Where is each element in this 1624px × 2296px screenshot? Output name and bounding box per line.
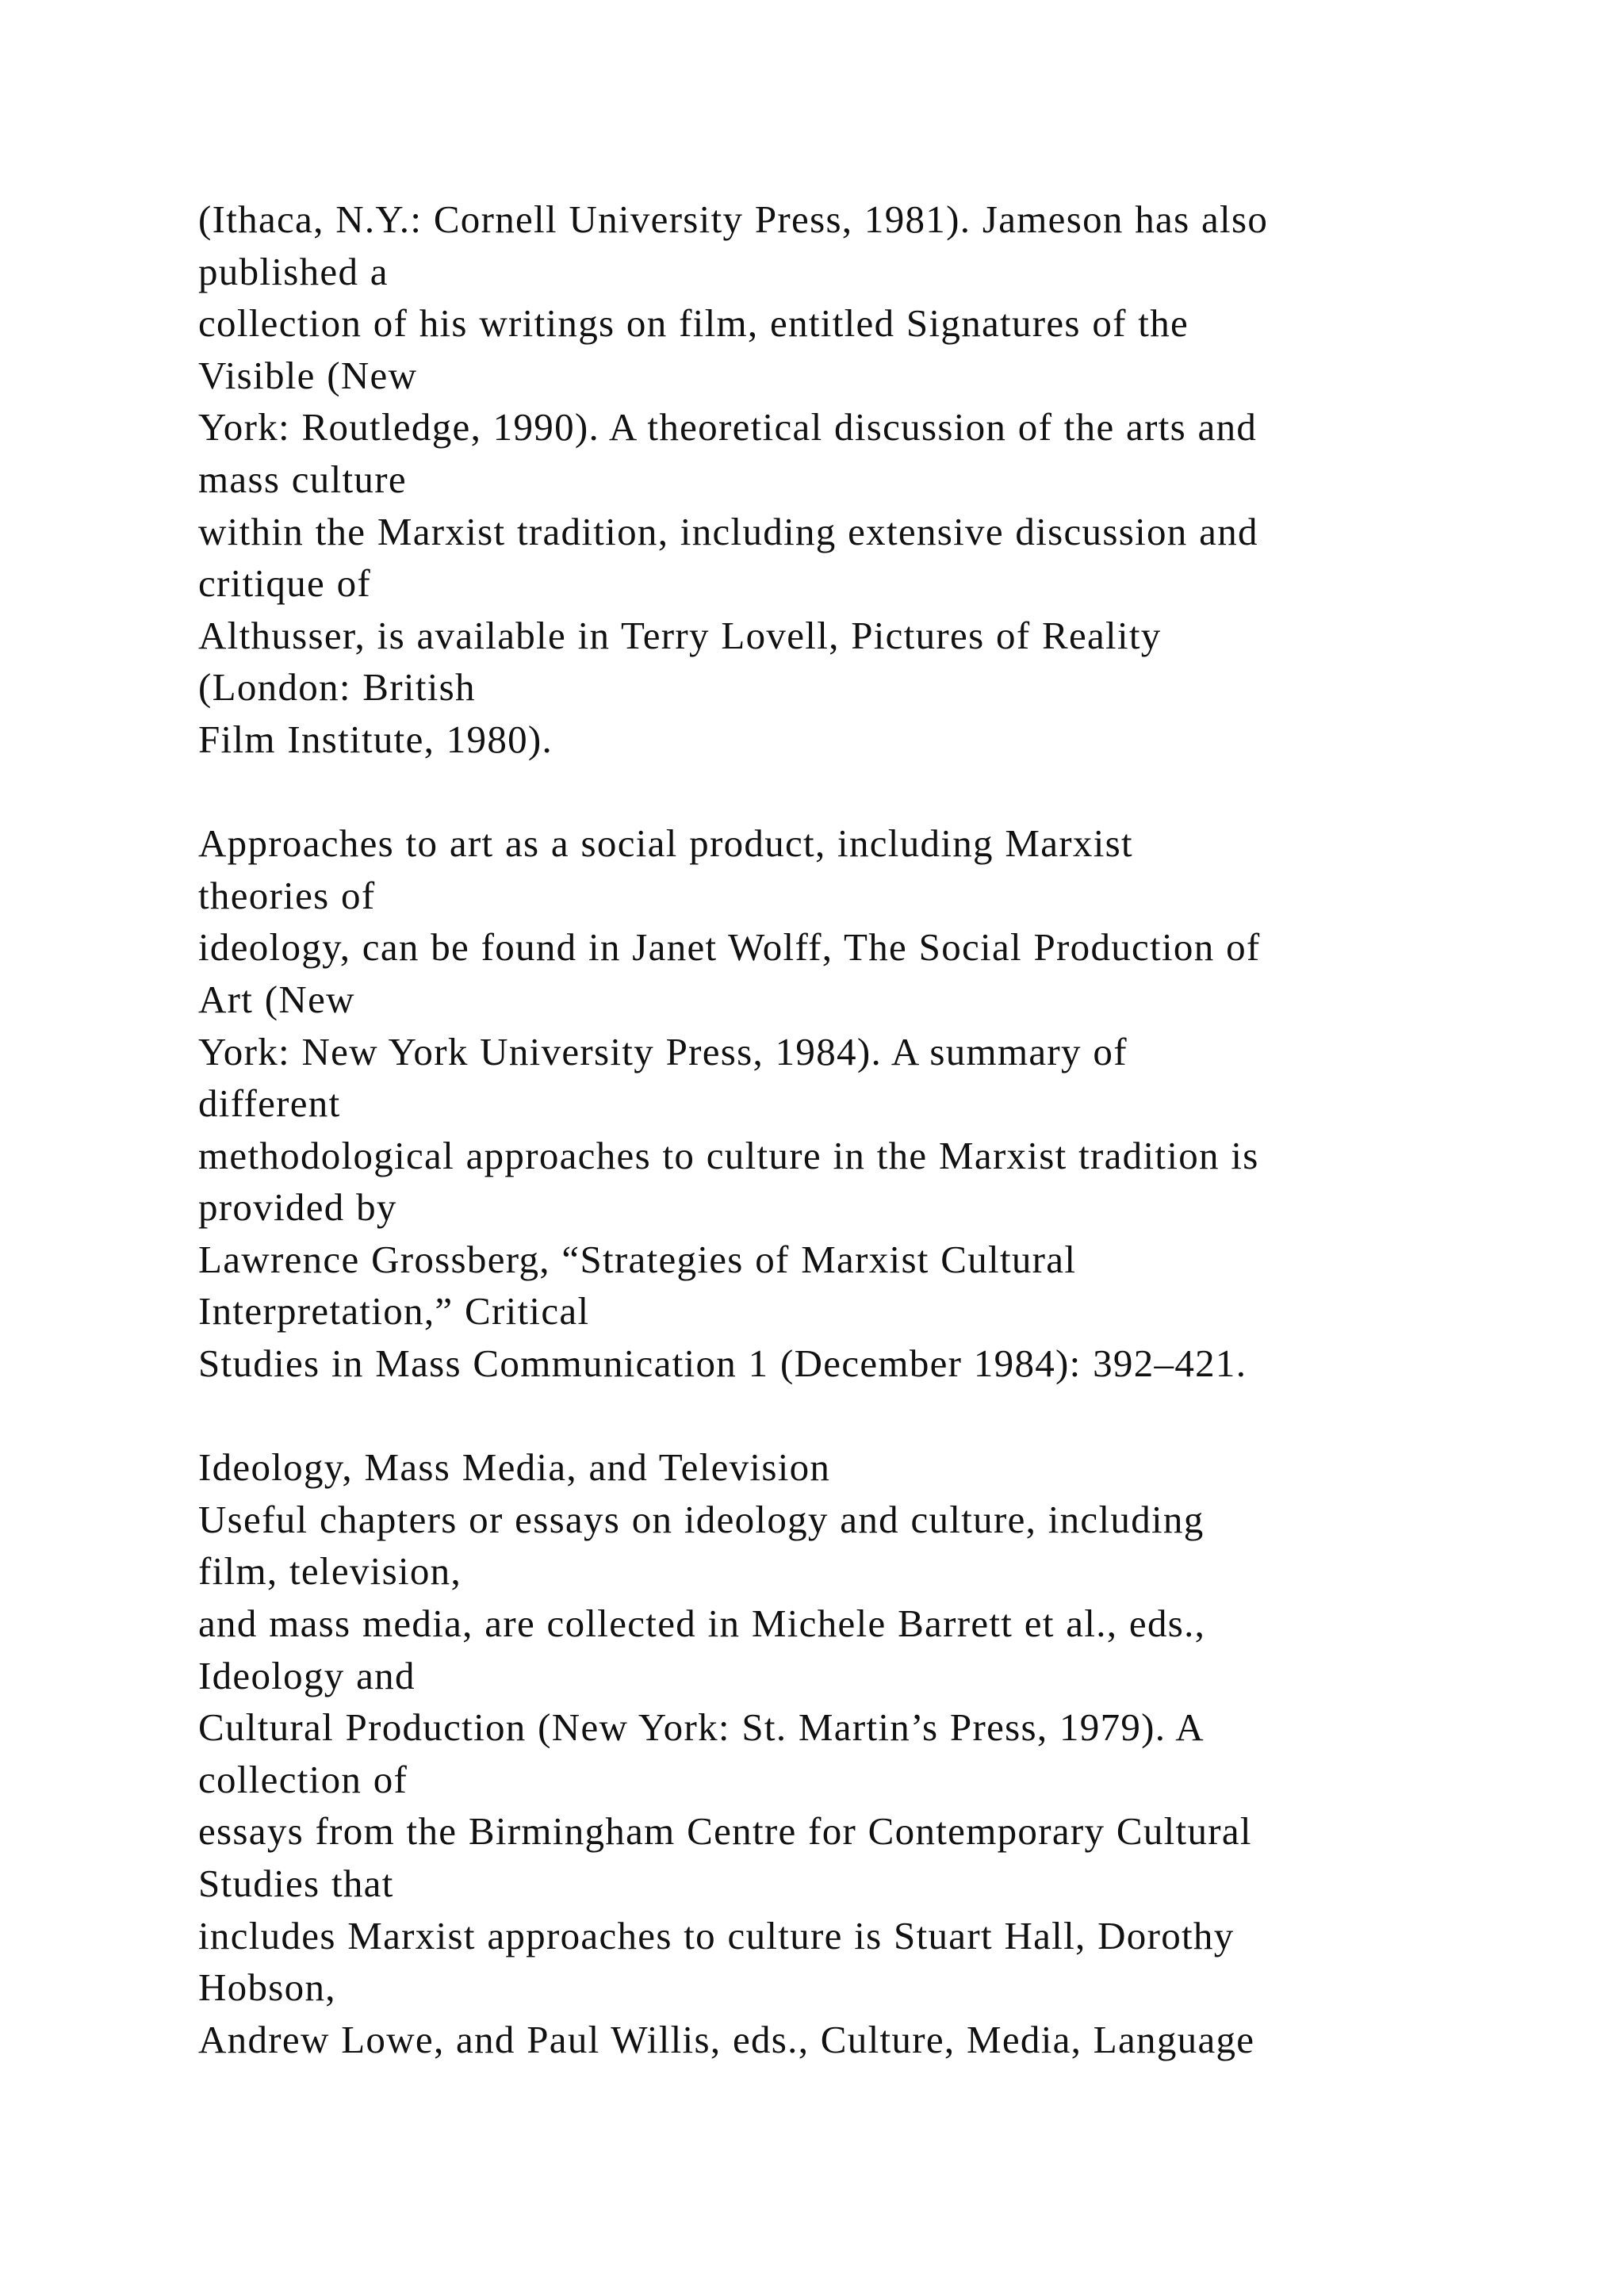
text-line: mass culture <box>198 457 407 501</box>
text-line: Studies that <box>198 1862 394 1905</box>
text-line: provided by <box>198 1185 397 1230</box>
text-line: collection of <box>198 1757 408 1801</box>
text-line: (London: British <box>198 665 476 710</box>
text-line: Althusser, is available in Terry Lovell, Pictures of Reality <box>198 613 1162 657</box>
text-line: (Ithaca, N.Y.: Cornell University Press, 1981). Jameson has also <box>198 197 1269 241</box>
text-line: collection of his writings on film, entitled Signatures of the <box>198 301 1189 346</box>
text-line: film, television, <box>198 1549 462 1594</box>
text-line: Film Institute, 1980). <box>198 717 553 761</box>
text-line: Andrew Lowe, and Paul Willis, eds., Culture, Media, Language <box>198 2017 1255 2061</box>
text-line: York: New York University Press, 1984). A summary of <box>198 1029 1128 1073</box>
text-line: Approaches to art as a social product, including Marxist <box>198 821 1133 866</box>
blank-line <box>198 766 1483 818</box>
text-line: Lawrence Grossberg, “Strategies of Marxist Cultural <box>198 1237 1077 1281</box>
text-line: within the Marxist tradition, including extensive discussion and <box>198 509 1258 553</box>
text-line: theories of <box>198 873 376 917</box>
text-line: ideology, can be found in Janet Wolff, The Social Production of <box>198 925 1261 970</box>
text-line: Visible (New <box>198 353 418 397</box>
text-line: Hobson, <box>198 1965 336 2010</box>
text-line: essays from the Birmingham Centre for Contemporary Cultural <box>198 1809 1252 1854</box>
text-line: York: Routledge, 1990). A theoretical discussion of the arts and <box>198 405 1258 450</box>
blank-line <box>198 1390 1483 1442</box>
text-line: includes Marxist approaches to culture is Stuart Hall, Dorothy <box>198 1913 1235 1957</box>
section-heading: Ideology, Mass Media, and Television <box>198 1445 831 1490</box>
text-line: critique of <box>198 561 372 606</box>
text-line: published a <box>198 249 389 293</box>
document-text <box>198 193 1483 2065</box>
text-line: Cultural Production (New York: St. Martin’s Press, 1979). A <box>198 1705 1205 1750</box>
text-line: different <box>198 1081 341 1126</box>
text-line: Studies in Mass Communication 1 (December 1984): 392–421. <box>198 1341 1247 1386</box>
text-line: Useful chapters or essays on ideology and culture, including <box>198 1497 1205 1541</box>
text-line: and mass media, are collected in Michele Barrett et al., eds., <box>198 1601 1206 1646</box>
text-line: Ideology and <box>198 1653 416 1697</box>
text-line: Art (New <box>198 977 355 1021</box>
text-line: Interpretation,” Critical <box>198 1289 590 1334</box>
text-line: methodological approaches to culture in the Marxist tradition is <box>198 1133 1259 1177</box>
